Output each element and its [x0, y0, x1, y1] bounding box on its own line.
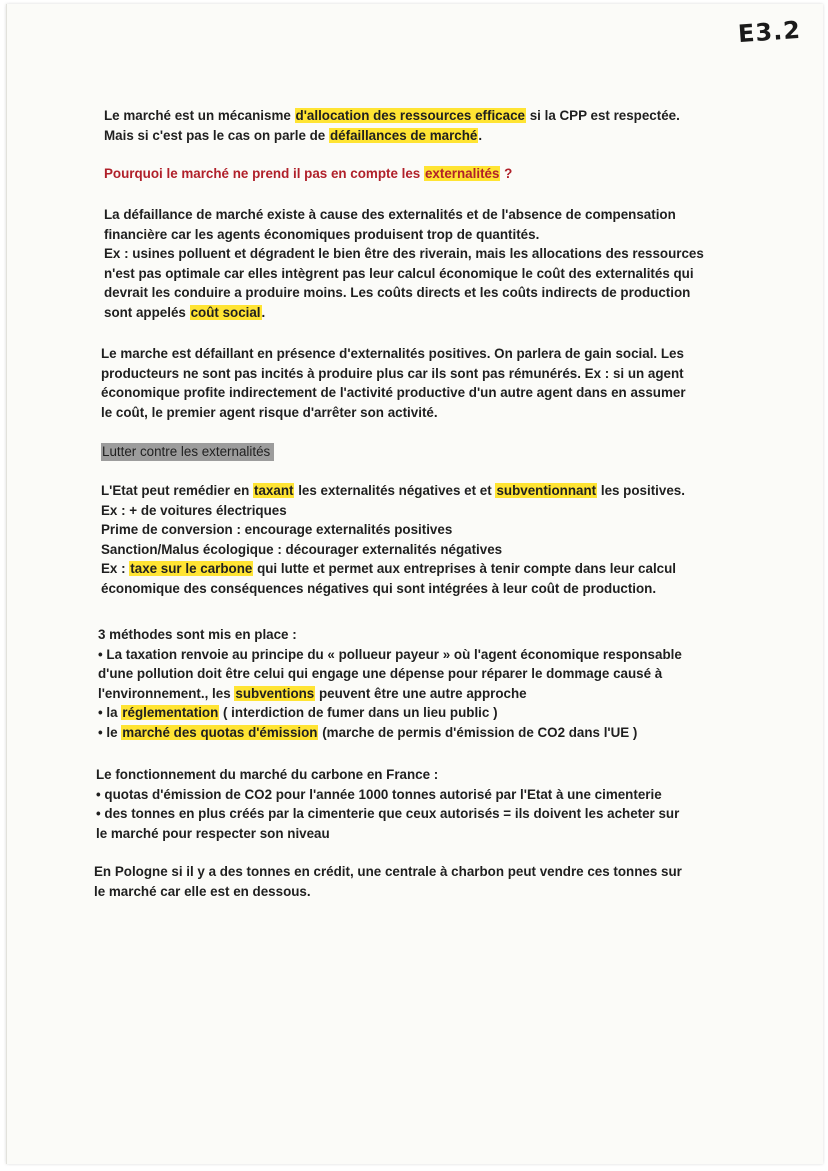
text-line [98, 684, 738, 704]
highlight: subventions [235, 685, 315, 701]
text-line [104, 303, 744, 323]
methods-paragraph [98, 625, 738, 743]
text: peuvent être une autre approche [315, 685, 527, 701]
negative-externalities-paragraph [104, 205, 744, 323]
text: Ex : [101, 561, 130, 577]
positive-externalities-paragraph [101, 344, 741, 422]
text: (marche de permis d'émission de CO2 dans l'UE ) [318, 724, 638, 740]
highlight: taxant [254, 483, 294, 498]
highlight: taxe sur le carbone [130, 561, 253, 577]
text-line: 3 méthodes sont mis en place : [98, 627, 297, 642]
text: ? [500, 166, 513, 181]
text: L'Etat peut remédier en [101, 483, 254, 498]
text: . [478, 127, 483, 143]
text-line [104, 126, 744, 146]
text: Mais si c'est pas le cas on parle de [104, 127, 329, 143]
text: qui lutte et permet aux entreprises à tenir compte dans leur calcul [253, 561, 677, 577]
text-line: La défaillance de marché existe à cause des externalités et de l'absence de compensation [104, 207, 676, 222]
question-heading [104, 164, 744, 184]
text-line: producteurs ne sont pas incités à produire plus car ils sont pas rémunérés. Ex : si un agent [101, 365, 684, 381]
highlight: réglementation [122, 705, 219, 721]
carbon-market-paragraph [96, 765, 736, 843]
highlight: coût social [190, 304, 261, 320]
highlight: subventionnant [496, 483, 597, 498]
highlight: marché des quotas d'émission [122, 724, 318, 740]
section-title: Lutter contre les externalités [101, 443, 274, 461]
text-line: Sanction/Malus écologique : décourager externalités négatives [101, 541, 503, 557]
poland-paragraph [94, 862, 734, 901]
intro-paragraph [104, 106, 744, 145]
text-line: n'est pas optimale car elles intègrent pas leur calcul économique le coût des externalités qui [104, 265, 694, 281]
text-line: Ex : + de voitures électriques [101, 502, 287, 518]
text-line: En Pologne si il y a des tonnes en crédit, une centrale à charbon peut vendre ces tonnes sur [94, 864, 682, 879]
text-line: le coût, le premier agent risque d'arrêter son activité. [101, 404, 438, 420]
text-line: financière car les agents économiques produisent trop de quantités. [104, 226, 540, 242]
text-line [101, 559, 741, 579]
text: les positives. [597, 483, 685, 498]
text-line: devrait les conduire a produire moins. Les coûts directs et les coûts indirects de production [104, 285, 691, 301]
text: ( interdiction de fumer dans un lieu public ) [219, 705, 498, 721]
text-line: • La taxation renvoie au principe du « pollueur payeur » où l'agent économique responsable [98, 646, 682, 662]
text-line [101, 481, 741, 501]
text: . [261, 304, 266, 320]
text-line [104, 106, 744, 126]
text: si la CPP est respectée. [525, 108, 680, 123]
state-action-paragraph [101, 481, 741, 599]
text: • la [98, 705, 122, 721]
text-line [104, 164, 744, 184]
text-line: Le marche est défaillant en présence d'externalités positives. On parlera de gain social. Les [101, 346, 684, 361]
text-line: • quotas d'émission de CO2 pour l'année 1000 tonnes autorisé par l'Etat à une cimenterie [96, 786, 662, 802]
text-line: économique profite indirectement de l'activité productive d'un autre agent dans en assumer [101, 385, 686, 401]
text-line: Ex : usines polluent et dégradent le bien être des riverain, mais les allocations des ressources [104, 246, 704, 262]
handwritten-label: E3.2 [737, 15, 802, 49]
text: sont appelés [104, 304, 190, 320]
text-line: Prime de conversion : encourage externalités positives [101, 522, 453, 538]
text: les externalités négatives et et [294, 483, 496, 498]
highlight: défaillances de marché [329, 127, 478, 143]
text-line: le marché car elle est en dessous. [94, 883, 311, 899]
highlight: d'allocation des ressources efficace [295, 108, 525, 123]
text-line: Le fonctionnement du marché du carbone en France : [96, 767, 439, 782]
text: l'environnement., les [98, 685, 235, 701]
text: • le [98, 724, 122, 740]
text-line [98, 723, 738, 743]
text-line: • des tonnes en plus créés par la cimenterie que ceux autorisés = ils doivent les acheter sur [96, 806, 680, 822]
text: Le marché est un mécanisme [104, 108, 295, 123]
text: Pourquoi le marché ne prend il pas en compte les [104, 166, 424, 181]
highlight: externalités [424, 166, 500, 181]
text-line: le marché pour respecter son niveau [96, 825, 330, 841]
text-line [98, 703, 738, 723]
text-line: économique des conséquences négatives qui sont intégrées à leur coût de production. [101, 580, 657, 596]
text-line: d'une pollution doit être celui qui engage une dépense pour réparer le dommage causé à [98, 666, 663, 682]
